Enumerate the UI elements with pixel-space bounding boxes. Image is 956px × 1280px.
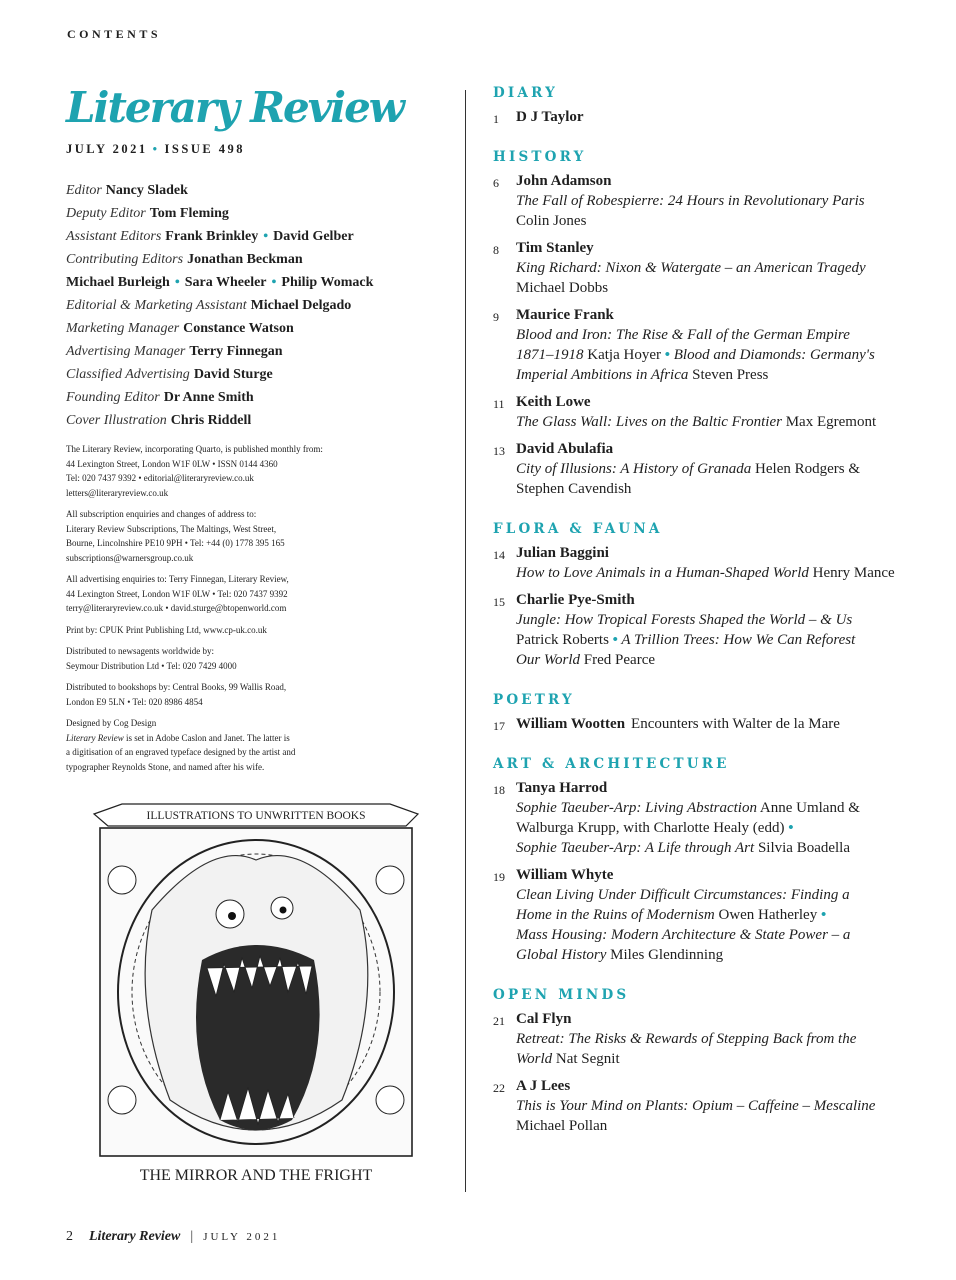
reviewer-name: Tim Stanley (516, 240, 594, 256)
book-author: Helen Rodgers & (751, 461, 861, 477)
separator-dot: • (788, 820, 794, 836)
review-title: Encounters with Walter de la Mare (631, 716, 840, 732)
info-line: All subscription enquiries and changes of address to: (66, 509, 257, 519)
book-title: Blood and Diamonds: Germany's (669, 347, 875, 363)
footer-page-number: 2 (66, 1229, 73, 1244)
staff-name: Michael Burleigh (66, 275, 170, 290)
staff-name: Sara Wheeler (184, 275, 267, 290)
book-title: Global History (516, 947, 607, 963)
staff-name: Chris Riddell (170, 413, 252, 428)
book-title: The Fall of Robespierre: 24 Hours in Revolutionary Paris (516, 193, 865, 209)
entry-head (516, 171, 903, 191)
entry-head (516, 590, 903, 610)
entry-line (516, 798, 903, 818)
entry-head (516, 305, 903, 325)
separator-dot: • (664, 347, 670, 363)
entry-page-number: 19 (493, 870, 505, 884)
reviewer-name: John Adamson (516, 173, 612, 189)
separator-dot: • (174, 275, 180, 290)
book-author: Anne Umland & (756, 800, 860, 816)
toc-section (493, 521, 903, 670)
page-footer (66, 1229, 280, 1245)
toc-entry (493, 865, 903, 965)
book-title: City of Illusions: A History of Granada (516, 461, 752, 477)
section-heading: OPEN MINDS (493, 987, 630, 1003)
info-line: Literary Review Subscriptions, The Maltings, West Street, (66, 523, 277, 534)
staff-role: Editorial & Marketing Assistant (66, 298, 247, 313)
reviewer-name: Keith Lowe (516, 394, 591, 410)
toc-entry (493, 543, 903, 583)
masthead-column (66, 82, 436, 781)
book-author: Henry Mance (808, 565, 895, 581)
info-line: Tel: 020 7437 9392 • editorial@literaryreview.co.uk (66, 473, 254, 483)
separator-dot: • (612, 632, 618, 648)
staff-row (66, 409, 436, 432)
book-title: Mass Housing: Modern Architecture & State Power – a (516, 927, 851, 943)
staff-row (66, 340, 436, 363)
rosette (376, 866, 404, 894)
info-line: letters@literaryreview.co.uk (66, 487, 169, 498)
staff-name: Nancy Sladek (105, 183, 188, 198)
toc-section (493, 756, 903, 965)
entry-head (516, 439, 903, 459)
staff-row (66, 294, 436, 317)
book-author: Fred Pearce (580, 652, 656, 668)
entry-line (516, 412, 903, 432)
book-title: Sophie Taeuber-Arp: A Life through Art (516, 840, 755, 856)
typeface-text: is set in Adobe Caslon and Janet. The latter is (123, 732, 290, 743)
book-title: How to Love Animals in a Human-Shaped World (516, 565, 809, 581)
entry-line (516, 610, 903, 630)
table-of-contents (493, 85, 903, 1158)
staff-row (66, 248, 436, 271)
design-credit-line (66, 731, 436, 746)
book-title: 1871–1918 (516, 347, 584, 363)
info-line: Distributed to bookshops by: Central Books, 99 Wallis Road, (66, 682, 287, 692)
typeface-magazine: Literary Review (66, 732, 124, 743)
staff-name: David Sturge (193, 367, 273, 382)
staff-role: Classified Advertising (66, 367, 190, 382)
staff-name: Dr Anne Smith (163, 390, 254, 405)
toc-entry (493, 439, 903, 499)
book-author: Miles Glendinning (606, 947, 724, 963)
section-heading: HISTORY (493, 149, 587, 165)
book-author: Max Egremont (781, 414, 877, 430)
entry-line (516, 479, 903, 499)
design-credit (66, 716, 436, 774)
section-heading: DIARY (493, 85, 558, 101)
separator-dot: • (152, 142, 160, 156)
reviewer-name: Charlie Pye-Smith (516, 592, 635, 608)
book-title: World (516, 1051, 553, 1067)
info-line: 44 Lexington Street, London W1F 0LW • ISSN 0144 4360 (66, 458, 278, 469)
section-heading: FLORA & FAUNA (493, 521, 663, 537)
book-author: Owen Hatherley (714, 907, 821, 923)
section-heading: POETRY (493, 692, 575, 708)
reviewer-name: A J Lees (516, 1078, 571, 1094)
design-credit-line: typographer Reynolds Stone, and named after his wife. (66, 761, 265, 772)
staff-list (66, 179, 436, 432)
info-block (66, 644, 436, 673)
separator-dot: • (820, 907, 827, 923)
issue-date: JULY 2021 (66, 142, 148, 156)
entry-line (516, 1049, 903, 1069)
entry-page-number: 14 (493, 548, 505, 562)
info-line: subscriptions@warnersgroup.co.uk (66, 552, 194, 563)
entry-head (516, 107, 903, 127)
info-block (66, 442, 436, 500)
toc-entry (493, 107, 903, 127)
staff-name: Jonathan Beckman (187, 252, 303, 267)
reviewer-name: Cal Flyn (516, 1011, 572, 1027)
book-author: Silvia Boadella (754, 840, 851, 856)
entry-head (516, 714, 903, 734)
reviewer-name: William Whyte (516, 867, 614, 883)
entry-line (516, 563, 903, 583)
toc-entry (493, 590, 903, 670)
book-title: Our World (516, 652, 581, 668)
toc-section (493, 692, 903, 734)
cover-illustration (92, 800, 420, 1190)
column-divider (465, 90, 466, 1192)
design-credit-line: a digitisation of an engraved typeface designed by the artist and (66, 747, 296, 757)
entry-page-number: 22 (493, 1081, 505, 1095)
info-line: All advertising enquiries to: Terry Finnegan, Literary Review, (66, 574, 289, 584)
staff-name: Constance Watson (183, 321, 294, 336)
book-title: Retreat: The Risks & Rewards of Stepping Back from the (516, 1031, 857, 1047)
entry-line (516, 1096, 903, 1116)
info-line: The Literary Review, incorporating Quarto, is published monthly from: (66, 444, 323, 454)
staff-role: Deputy Editor (66, 206, 146, 221)
book-title: Clean Living Under Difficult Circumstances: Finding a (516, 887, 850, 903)
entry-line (516, 838, 903, 858)
staff-row (66, 363, 436, 386)
entry-page-number: 11 (493, 397, 505, 411)
staff-name: Michael Delgado (250, 298, 352, 313)
info-line: Bourne, Lincolnshire PE10 9PH • Tel: +44 (0) 1778 395 165 (66, 538, 285, 548)
book-title: This is Your Mind on Plants: Opium – Caffeine – Mescaline (516, 1098, 876, 1114)
staff-row (66, 386, 436, 409)
info-line: Seymour Distribution Ltd • Tel: 020 7429 4000 (66, 660, 237, 671)
entry-line (516, 365, 903, 385)
staff-role: Founding Editor (66, 390, 160, 405)
staff-row (66, 179, 436, 202)
info-blocks (66, 442, 436, 709)
rosette (376, 1086, 404, 1114)
info-line: London E9 5LN • Tel: 020 8986 4854 (66, 696, 203, 707)
illustration-caption: THE MIRROR AND THE FRIGHT (139, 1167, 373, 1184)
design-credit-line: Designed by Cog Design (66, 718, 157, 728)
staff-name: Frank Brinkley (165, 229, 259, 244)
info-line: Distributed to newsagents worldwide by: (66, 646, 214, 656)
creature-pupil (280, 907, 287, 914)
info-line: 44 Lexington Street, London W1F 0LW • Tel: 020 7437 9392 (66, 588, 288, 599)
book-author: Stephen Cavendish (516, 481, 632, 497)
entry-head (516, 1009, 903, 1029)
entry-line (516, 945, 903, 965)
entry-line (516, 818, 903, 838)
footer-date: JULY 2021 (203, 1231, 281, 1243)
toc-entry (493, 714, 903, 734)
entry-page-number: 21 (493, 1014, 505, 1028)
book-title: A Trillion Trees: How We Can Reforest (617, 632, 856, 648)
reviewer-name: William Wootten (516, 716, 626, 732)
book-author: Patrick Roberts (516, 632, 613, 648)
book-title: Home in the Ruins of Modernism (516, 907, 715, 923)
rosette (108, 866, 136, 894)
entry-line (516, 325, 903, 345)
separator-dot: • (271, 275, 277, 290)
staff-name: Tom Fleming (149, 206, 229, 221)
staff-role: Contributing Editors (66, 252, 184, 267)
entry-line (516, 211, 903, 231)
toc-section (493, 987, 903, 1136)
entry-head (516, 865, 903, 885)
entry-page-number: 6 (493, 176, 499, 190)
toc-entry (493, 238, 903, 298)
creature-pupil (228, 912, 236, 920)
reviewer-name: Julian Baggini (516, 545, 609, 561)
entry-page-number: 17 (493, 719, 505, 733)
book-title: Imperial Ambitions in Africa (516, 367, 689, 383)
toc-section (493, 149, 903, 499)
toc-entry (493, 778, 903, 858)
entry-page-number: 8 (493, 243, 499, 257)
footer-separator: | (190, 1229, 194, 1244)
entry-page-number: 9 (493, 310, 499, 324)
entry-line (516, 1116, 903, 1136)
entry-line (516, 905, 903, 925)
entry-head (516, 392, 903, 412)
footer-magazine: Literary Review (89, 1229, 181, 1244)
reviewer-name: D J Taylor (516, 109, 584, 125)
info-line: Print by: CPUK Print Publishing Ltd, www.cp-uk.co.uk (66, 624, 267, 635)
staff-role: Advertising Manager (66, 344, 186, 359)
entry-page-number: 1 (493, 112, 499, 126)
book-title: Jungle: How Tropical Forests Shaped the World – & Us (516, 612, 853, 628)
staff-row (66, 202, 436, 225)
rosette (108, 1086, 136, 1114)
entry-page-number: 15 (493, 595, 505, 609)
book-author: Michael Pollan (516, 1118, 608, 1134)
staff-row (66, 271, 436, 294)
book-author: Katja Hoyer (583, 347, 665, 363)
info-block (66, 680, 436, 709)
entry-line (516, 345, 903, 365)
staff-row (66, 317, 436, 340)
book-title: Blood and Iron: The Rise & Fall of the German Empire (516, 327, 850, 343)
entry-line (516, 925, 903, 945)
toc-entry (493, 392, 903, 432)
staff-role: Marketing Manager (66, 321, 180, 336)
book-title: Sophie Taeuber-Arp: Living Abstraction (516, 800, 757, 816)
publication-info (66, 442, 436, 774)
entry-line (516, 191, 903, 211)
book-author: Michael Dobbs (516, 280, 609, 296)
book-title: The Glass Wall: Lives on the Baltic Frontier (516, 414, 782, 430)
staff-name: Terry Finnegan (189, 344, 283, 359)
reviewer-name: Maurice Frank (516, 307, 614, 323)
entry-page-number: 13 (493, 444, 505, 458)
section-heading: ART & ARCHITECTURE (493, 756, 730, 772)
magazine-logo: Literary Review (66, 83, 403, 132)
entry-head (516, 778, 903, 798)
book-author: Walburga Krupp, with Charlotte Healy (edd) (516, 820, 789, 836)
toc-entry (493, 171, 903, 231)
entry-head (516, 543, 903, 563)
book-author: Steven Press (688, 367, 769, 383)
toc-entry (493, 1009, 903, 1069)
entry-line (516, 258, 903, 278)
reviewer-name: Tanya Harrod (516, 780, 608, 796)
page-label: CONTENTS (67, 27, 162, 41)
entry-line (516, 278, 903, 298)
entry-head (516, 1076, 903, 1096)
toc-entry (493, 1076, 903, 1136)
toc-section (493, 85, 903, 127)
staff-name: Philip Womack (281, 275, 374, 290)
entry-line (516, 885, 903, 905)
book-author: Nat Segnit (552, 1051, 620, 1067)
info-block (66, 572, 436, 616)
staff-role: Assistant Editors (66, 229, 162, 244)
entry-line (516, 650, 903, 670)
separator-dot: • (263, 229, 269, 244)
info-block (66, 507, 436, 565)
banner-text: ILLUSTRATIONS TO UNWRITTEN BOOKS (146, 810, 366, 822)
toc-entry (493, 305, 903, 385)
staff-row (66, 225, 436, 248)
staff-name: David Gelber (273, 229, 354, 244)
staff-role: Editor (66, 183, 102, 198)
entry-page-number: 18 (493, 783, 505, 797)
book-title: King Richard: Nixon & Watergate – an American Tragedy (516, 260, 866, 276)
entry-head (516, 238, 903, 258)
issue-number: ISSUE 498 (164, 142, 246, 156)
entry-line (516, 1029, 903, 1049)
entry-line (516, 459, 903, 479)
staff-role: Cover Illustration (66, 413, 167, 428)
info-block (66, 623, 436, 638)
entry-line (516, 630, 903, 650)
book-author: Colin Jones (516, 213, 587, 229)
reviewer-name: David Abulafia (516, 441, 614, 457)
info-line: terry@literaryreview.co.uk • david.sturge@btopenworld.com (66, 603, 287, 613)
issue-line (66, 142, 436, 157)
